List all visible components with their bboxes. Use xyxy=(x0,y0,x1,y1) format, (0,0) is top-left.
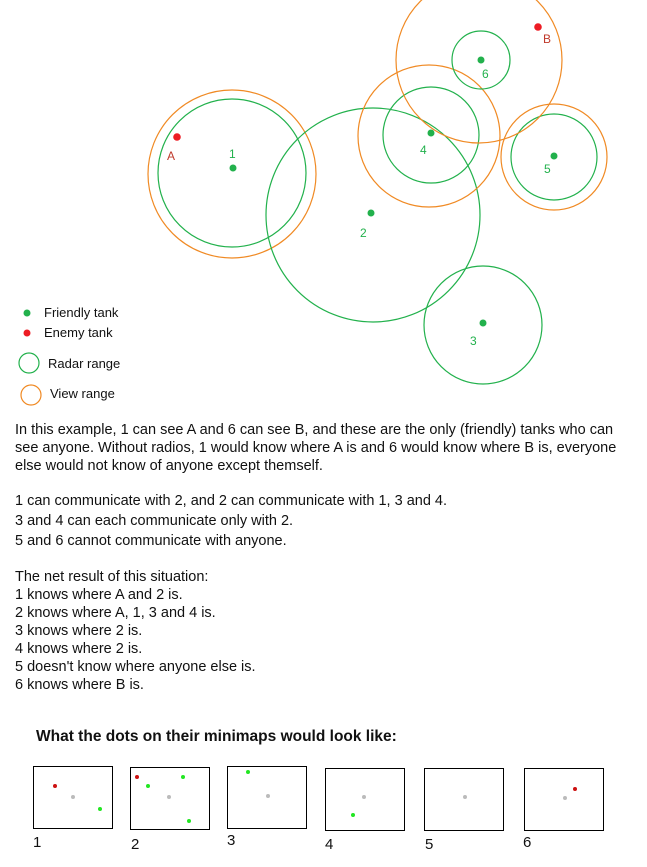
minimap-5 xyxy=(424,768,504,831)
view-range-circle-1 xyxy=(148,90,316,258)
minimap-friendly-dot xyxy=(187,819,191,823)
legend-enemy-label: Enemy tank xyxy=(44,325,113,340)
friendly-tank-2 xyxy=(368,210,375,217)
communication-line: 3 and 4 can each communicate only with 2. xyxy=(15,513,294,529)
minimap-self-dot xyxy=(362,795,366,799)
result-line: 6 knows where B is. xyxy=(15,677,144,693)
legend-friendly-dot xyxy=(24,310,31,317)
result-line: 2 knows where A, 1, 3 and 4 is. xyxy=(15,605,216,621)
enemy-tank-b xyxy=(534,23,542,31)
friendly-tank-3 xyxy=(480,320,487,327)
minimap-friendly-dot xyxy=(181,775,185,779)
result-line: 1 knows where A and 2 is. xyxy=(15,587,183,603)
minimap-1 xyxy=(33,766,113,829)
minimap-friendly-dot xyxy=(146,784,150,788)
minimap-label-4: 4 xyxy=(325,836,334,853)
minimap-label-5: 5 xyxy=(425,836,434,853)
legend-radar-circle xyxy=(19,353,39,373)
minimap-enemy-dot xyxy=(135,775,139,779)
minimap-self-dot xyxy=(266,794,270,798)
explanation-intro: In this example, 1 can see A and 6 can see B, and these are the only (friendly) tanks who can see anyone. Without radios, 1 would know where A is and 6 would know where B is, everyone else would not know of anyone except themself. xyxy=(15,422,617,474)
legend xyxy=(19,305,120,405)
legend-view-label: View range xyxy=(50,386,115,401)
friendly-tank-6 xyxy=(478,57,485,64)
minimap-enemy-dot xyxy=(53,784,57,788)
minimap-2 xyxy=(130,767,210,830)
minimap-heading: What the dots on their minimaps would look like: xyxy=(36,728,397,745)
friendly-tank-label-4: 4 xyxy=(420,143,427,157)
radar-range-circle-1 xyxy=(158,99,306,247)
legend-view-circle xyxy=(21,385,41,405)
result-heading: The net result of this situation: xyxy=(15,569,209,585)
minimap-friendly-dot xyxy=(246,770,250,774)
legend-friendly-label: Friendly tank xyxy=(44,305,119,320)
minimap-self-dot xyxy=(167,795,171,799)
communication-section xyxy=(15,492,635,550)
communication-line: 1 can communicate with 2, and 2 can communicate with 1, 3 and 4. xyxy=(15,493,448,509)
minimap-self-dot xyxy=(71,795,75,799)
friendly-tanks xyxy=(229,57,558,349)
result-line: 3 knows where 2 is. xyxy=(15,623,143,639)
minimap-label-2: 2 xyxy=(131,836,140,853)
minimap-label-3: 3 xyxy=(227,832,236,849)
enemy-tank-a xyxy=(173,133,181,141)
friendly-tank-1 xyxy=(230,165,237,172)
range-circles xyxy=(148,0,607,384)
tank-range-diagram xyxy=(0,0,647,415)
friendly-tank-4 xyxy=(428,130,435,137)
minimap-friendly-dot xyxy=(98,807,102,811)
minimap-friendly-dot xyxy=(351,813,355,817)
enemy-tank-label-a: A xyxy=(167,149,176,163)
friendly-tank-label-1: 1 xyxy=(229,147,236,161)
legend-enemy-dot xyxy=(24,330,31,337)
minimap-3 xyxy=(227,766,307,829)
minimap-self-dot xyxy=(563,796,567,800)
minimap-self-dot xyxy=(463,795,467,799)
result-section xyxy=(15,568,635,694)
minimap-label-6: 6 xyxy=(523,834,532,851)
legend-radar-label: Radar range xyxy=(48,356,121,371)
friendly-tank-label-5: 5 xyxy=(544,162,551,176)
result-line: 4 knows where 2 is. xyxy=(15,641,143,657)
friendly-tank-label-3: 3 xyxy=(470,334,477,348)
enemy-tank-label-b: B xyxy=(543,32,552,46)
view-range-circle-6 xyxy=(396,0,562,143)
minimap-4 xyxy=(325,768,405,831)
minimap-enemy-dot xyxy=(573,787,577,791)
communication-line: 5 and 6 cannot communicate with anyone. xyxy=(15,533,287,549)
friendly-tank-5 xyxy=(551,153,558,160)
minimap-label-1: 1 xyxy=(33,834,42,851)
minimap-6 xyxy=(524,768,604,831)
result-line: 5 doesn't know where anyone else is. xyxy=(15,659,256,675)
friendly-tank-label-6: 6 xyxy=(482,67,489,81)
friendly-tank-label-2: 2 xyxy=(360,226,367,240)
